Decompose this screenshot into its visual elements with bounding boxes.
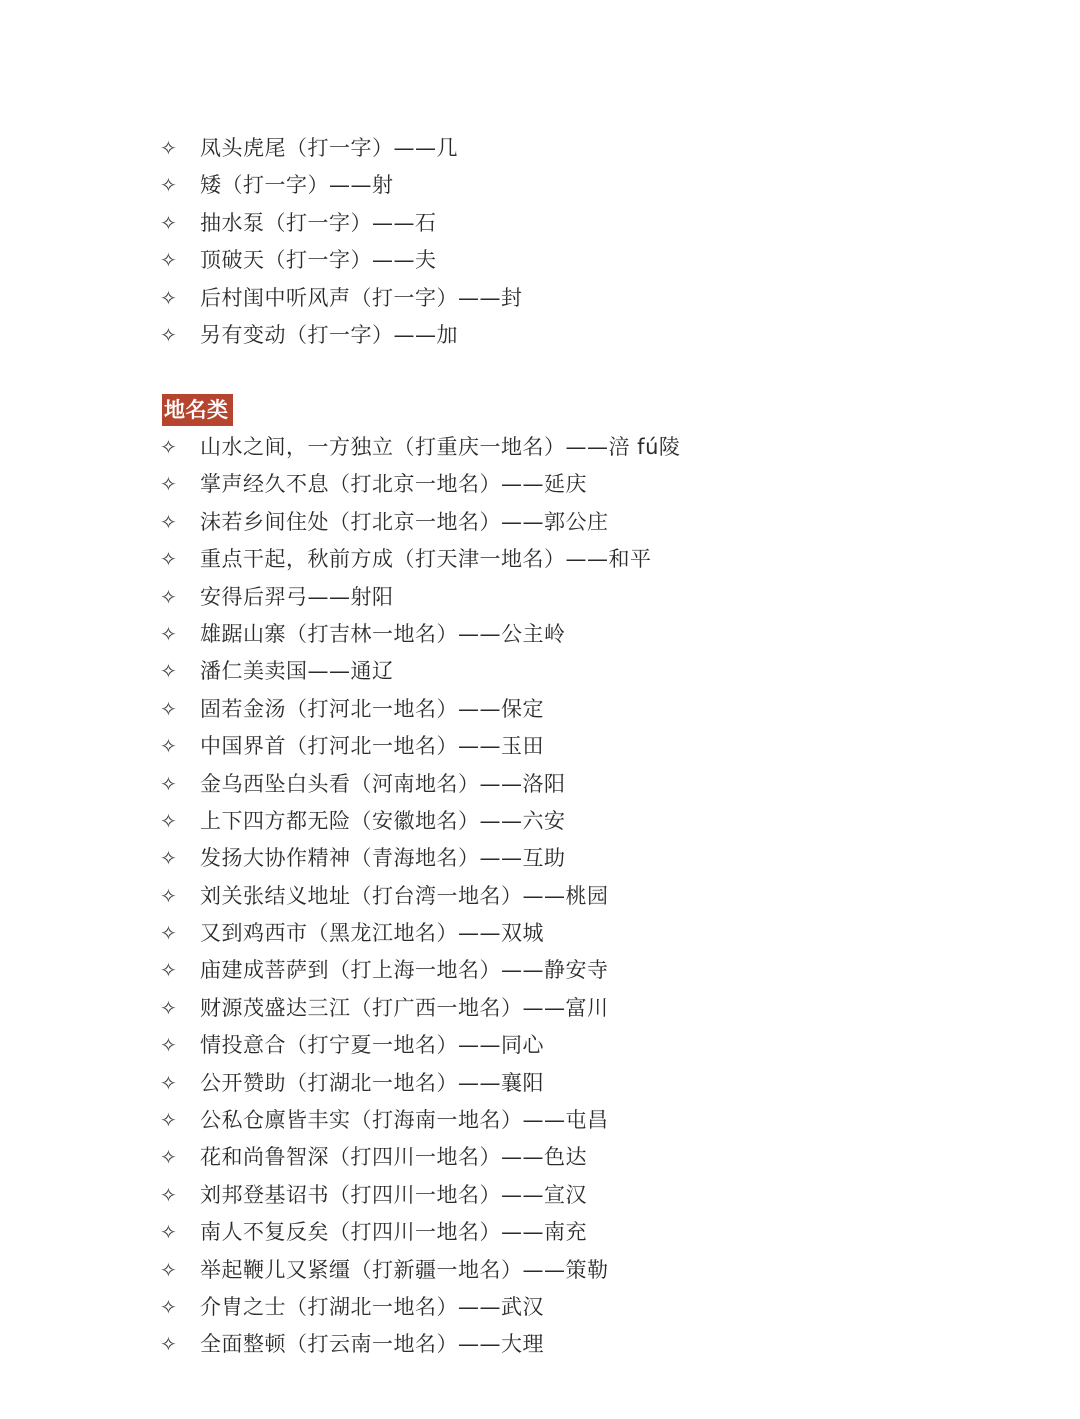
sparkle-bullet-icon: ✧ (160, 1108, 177, 1133)
riddle-item (160, 878, 680, 915)
riddle-item (160, 1214, 680, 1251)
riddle-text: 掌声经久不息（打北京一地名）——延庆 (200, 472, 587, 497)
sparkle-bullet-icon: ✧ (160, 771, 177, 796)
riddle-text: 刘邦登基诏书（打四川一地名）——宣汉 (200, 1182, 587, 1207)
riddle-item (160, 691, 680, 728)
riddle-item (160, 579, 680, 616)
sparkle-bullet-icon: ✧ (160, 248, 177, 273)
riddle-item (160, 803, 680, 840)
riddle-item (160, 130, 523, 167)
riddle-item (160, 541, 680, 578)
sparkle-bullet-icon: ✧ (160, 509, 177, 534)
riddle-item (160, 728, 680, 765)
sparkle-bullet-icon: ✧ (160, 1033, 177, 1058)
sparkle-bullet-icon: ✧ (160, 958, 177, 983)
sparkle-bullet-icon: ✧ (160, 1145, 177, 1170)
sparkle-bullet-icon: ✧ (160, 921, 177, 946)
riddle-text: 举起鞭儿又紧缰（打新疆一地名）——策勒 (200, 1257, 609, 1282)
riddle-item (160, 653, 680, 690)
riddle-item (160, 840, 680, 877)
riddle-text: 公私仓廪皆丰实（打海南一地名）——屯昌 (200, 1108, 609, 1133)
riddle-text: 潘仁美卖国——通辽 (200, 659, 394, 684)
sparkle-bullet-icon: ✧ (160, 1294, 177, 1319)
riddle-text: 发扬大协作精神（青海地名）——互助 (200, 846, 566, 871)
sparkle-bullet-icon: ✧ (160, 1332, 177, 1357)
sparkle-bullet-icon: ✧ (160, 883, 177, 908)
riddle-item (160, 504, 680, 541)
riddle-text: 南人不复反矣（打四川一地名）——南充 (200, 1220, 587, 1245)
riddle-item (160, 317, 523, 354)
place-riddle-list (160, 429, 680, 1364)
riddle-item (160, 1027, 680, 1064)
riddle-item (160, 205, 523, 242)
riddle-item (160, 1065, 680, 1102)
riddle-text: 矮（打一字）——射 (200, 173, 394, 198)
sparkle-bullet-icon: ✧ (160, 322, 177, 347)
sparkle-bullet-icon: ✧ (160, 285, 177, 310)
riddle-text: 又到鸡西市（黑龙江地名）——双城 (200, 921, 544, 946)
riddle-text: 另有变动（打一字）——加 (200, 322, 458, 347)
riddle-text: 中国界首（打河北一地名）——玉田 (200, 734, 544, 759)
riddle-text: 上下四方都无险（安徽地名）——六安 (200, 808, 566, 833)
riddle-item (160, 990, 680, 1027)
sparkle-bullet-icon: ✧ (160, 584, 177, 609)
riddle-text: 雄踞山寨（打吉林一地名）——公主岭 (200, 621, 566, 646)
riddle-text: 重点干起，秋前方成（打天津一地名）——和平 (200, 547, 652, 572)
sparkle-bullet-icon: ✧ (160, 547, 177, 572)
riddle-item (160, 1139, 680, 1176)
riddle-item (160, 1289, 680, 1326)
riddle-text: 抽水泵（打一字）——石 (200, 210, 437, 235)
sparkle-bullet-icon: ✧ (160, 696, 177, 721)
riddle-text: 沫若乡间住处（打北京一地名）——郭公庄 (200, 509, 609, 534)
sparkle-bullet-icon: ✧ (160, 995, 177, 1020)
sparkle-bullet-icon: ✧ (160, 846, 177, 871)
sparkle-bullet-icon: ✧ (160, 808, 177, 833)
sparkle-bullet-icon: ✧ (160, 659, 177, 684)
sparkle-bullet-icon: ✧ (160, 1257, 177, 1282)
riddle-text: 公开赞助（打湖北一地名）——襄阳 (200, 1070, 544, 1095)
sparkle-bullet-icon: ✧ (160, 1182, 177, 1207)
riddle-text: 全面整顿（打云南一地名）——大理 (200, 1332, 544, 1357)
riddle-item (160, 466, 680, 503)
riddle-text: 顶破天（打一字）——夫 (200, 248, 437, 273)
riddle-item (160, 1102, 680, 1139)
riddle-item (160, 429, 680, 466)
riddle-text: 情投意合（打宁夏一地名）——同心 (200, 1033, 544, 1058)
riddle-item (160, 167, 523, 204)
sparkle-bullet-icon: ✧ (160, 136, 177, 160)
sparkle-bullet-icon: ✧ (160, 472, 177, 497)
sparkle-bullet-icon: ✧ (160, 210, 177, 235)
riddle-item (160, 1177, 680, 1214)
sparkle-bullet-icon: ✧ (160, 1070, 177, 1095)
riddle-item (160, 1252, 680, 1289)
riddle-item (160, 952, 680, 989)
riddle-item (160, 766, 680, 803)
riddle-text: 安得后羿弓——射阳 (200, 584, 394, 609)
riddle-text: 花和尚鲁智深（打四川一地名）——色达 (200, 1145, 587, 1170)
sparkle-bullet-icon: ✧ (160, 734, 177, 759)
riddle-text: 金乌西坠白头看（河南地名）——洛阳 (200, 771, 566, 796)
riddle-text: 财源茂盛达三江（打广西一地名）——富川 (200, 995, 609, 1020)
riddle-item (160, 915, 680, 952)
riddle-item (160, 616, 680, 653)
sparkle-bullet-icon: ✧ (160, 621, 177, 646)
riddle-text: 固若金汤（打河北一地名）——保定 (200, 696, 544, 721)
riddle-item (160, 280, 523, 317)
riddle-item (160, 242, 523, 279)
riddle-text: 刘关张结义地址（打台湾一地名）——桃园 (200, 883, 609, 908)
character-riddle-list (160, 130, 523, 354)
sparkle-bullet-icon: ✧ (160, 1220, 177, 1245)
riddle-text: 凤头虎尾（打一字）——几 (200, 136, 458, 160)
riddle-text: 后村闺中听风声（打一字）——封 (200, 285, 523, 310)
riddle-item (160, 1326, 680, 1363)
sparkle-bullet-icon: ✧ (160, 435, 177, 459)
sparkle-bullet-icon: ✧ (160, 173, 177, 198)
riddle-text: 介胄之士（打湖北一地名）——武汉 (200, 1294, 544, 1319)
section-heading-place-names: 地名类 (162, 394, 233, 426)
riddle-text: 山水之间，一方独立（打重庆一地名）——涪 fú陵 (200, 435, 681, 459)
riddle-text: 庙建成菩萨到（打上海一地名）——静安寺 (200, 958, 609, 983)
